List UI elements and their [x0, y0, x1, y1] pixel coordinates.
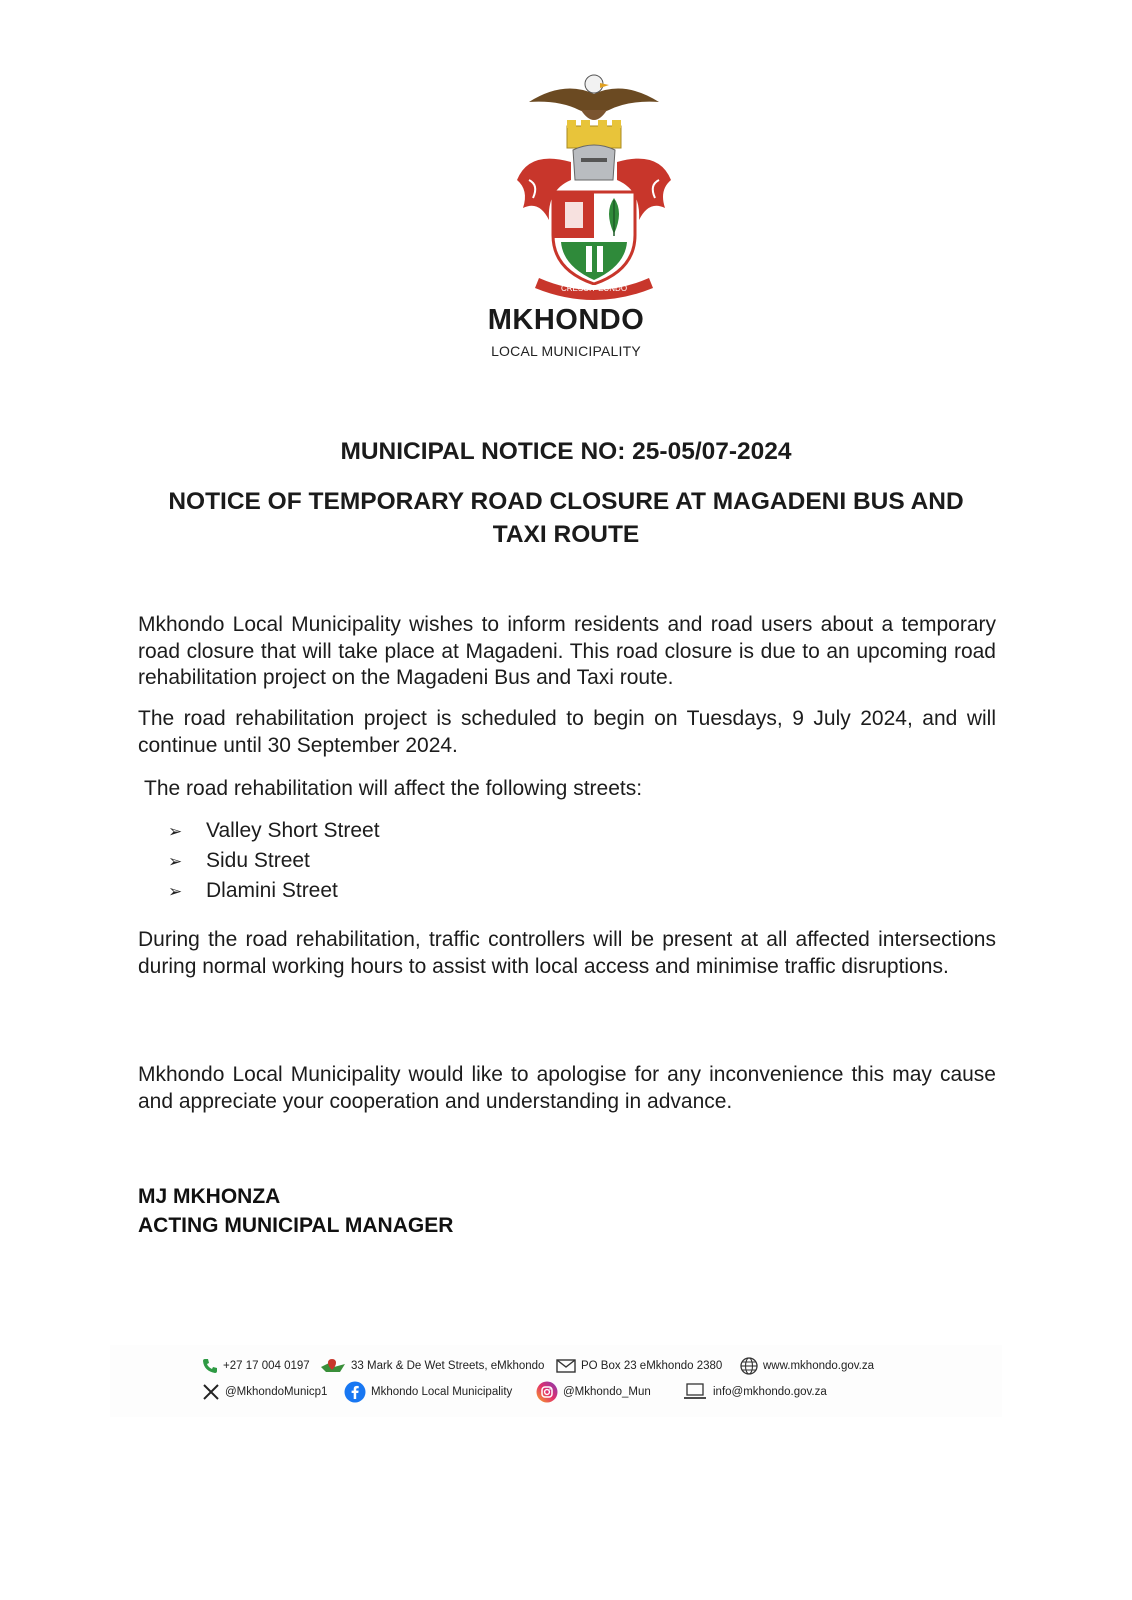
- street-name: Dlamini Street: [206, 879, 338, 902]
- municipal-crest-logo: [509, 70, 679, 300]
- arrow-bullet-icon: ➢: [168, 882, 183, 901]
- signature-block: [138, 1182, 453, 1240]
- contact-footer: [110, 1345, 1002, 1417]
- paragraph-schedule: The road rehabilitation project is scheduled to begin on Tuesdays, 9 July 2024, and will continue until 30 September 2024.: [138, 707, 996, 757]
- paragraph-intro: Mkhondo Local Municipality wishes to inform residents and road users about a temporary road closure that will take place at Magadeni. This road closure is due to an upcoming road rehabilitation project on the Magadeni Bus and Taxi route.: [138, 613, 996, 689]
- street-list: [168, 816, 380, 906]
- address-text: 33 Mark & De Wet Streets, eMkhondo: [351, 1360, 545, 1372]
- footer-phone: [202, 1353, 310, 1379]
- paragraph-streets-intro: The road rehabilitation will affect the following streets:: [144, 777, 643, 800]
- computer-icon: [682, 1383, 708, 1401]
- arrow-bullet-icon: ➢: [168, 852, 183, 871]
- street-name: Valley Short Street: [206, 819, 380, 842]
- crest-motto: CRESCIT EUNDO: [560, 284, 628, 293]
- po-box-text: PO Box 23 eMkhondo 2380: [581, 1360, 723, 1372]
- notice-title: NOTICE OF TEMPORARY ROAD CLOSURE AT MAGADENI BUS AND TAXI ROUTE: [168, 488, 964, 548]
- paragraph-apology: Mkhondo Local Municipality would like to apologise for any inconvenience this may cause and appreciate your cooperation and understanding in advance.: [138, 1063, 996, 1113]
- list-item: [168, 816, 380, 846]
- website-text[interactable]: www.mkhondo.gov.za: [763, 1360, 875, 1372]
- signatory-name: MJ MKHONZA: [138, 1185, 281, 1208]
- signatory-title: ACTING MUNICIPAL MANAGER: [138, 1214, 454, 1237]
- org-subtitle: LOCAL MUNICIPALITY: [491, 343, 641, 359]
- list-item: [168, 876, 380, 906]
- paragraph-traffic: During the road rehabilitation, traffic controllers will be present at all affected intersections during normal working hours to assist with local access and minimise traffic disruptions.: [138, 928, 996, 978]
- map-pin-icon: [320, 1358, 346, 1374]
- list-item: [168, 846, 380, 876]
- footer-address: [320, 1353, 544, 1379]
- globe-icon: [740, 1357, 758, 1375]
- footer-po-box: [556, 1353, 722, 1379]
- notice-number: MUNICIPAL NOTICE NO: 25-05/07-2024: [340, 438, 792, 465]
- footer-x: [202, 1379, 327, 1405]
- phone-number: +27 17 004 0197: [223, 1360, 310, 1372]
- footer-website: [740, 1353, 874, 1379]
- arrow-bullet-icon: ➢: [168, 822, 183, 841]
- facebook-page[interactable]: Mkhondo Local Municipality: [371, 1386, 513, 1398]
- mail-icon: [556, 1359, 576, 1373]
- x-icon: [202, 1383, 220, 1401]
- instagram-icon: [536, 1381, 558, 1403]
- street-name: Sidu Street: [206, 849, 310, 872]
- email-text[interactable]: info@mkhondo.gov.za: [713, 1386, 827, 1398]
- x-handle[interactable]: @MkhondoMunicp1: [225, 1386, 328, 1398]
- footer-facebook: [344, 1379, 512, 1405]
- footer-email: [682, 1379, 827, 1405]
- org-name: MKHONDO: [487, 304, 645, 336]
- footer-instagram: [536, 1379, 651, 1405]
- instagram-handle[interactable]: @Mkhondo_Mun: [563, 1386, 651, 1398]
- facebook-icon: [344, 1381, 366, 1403]
- phone-icon: [202, 1358, 218, 1374]
